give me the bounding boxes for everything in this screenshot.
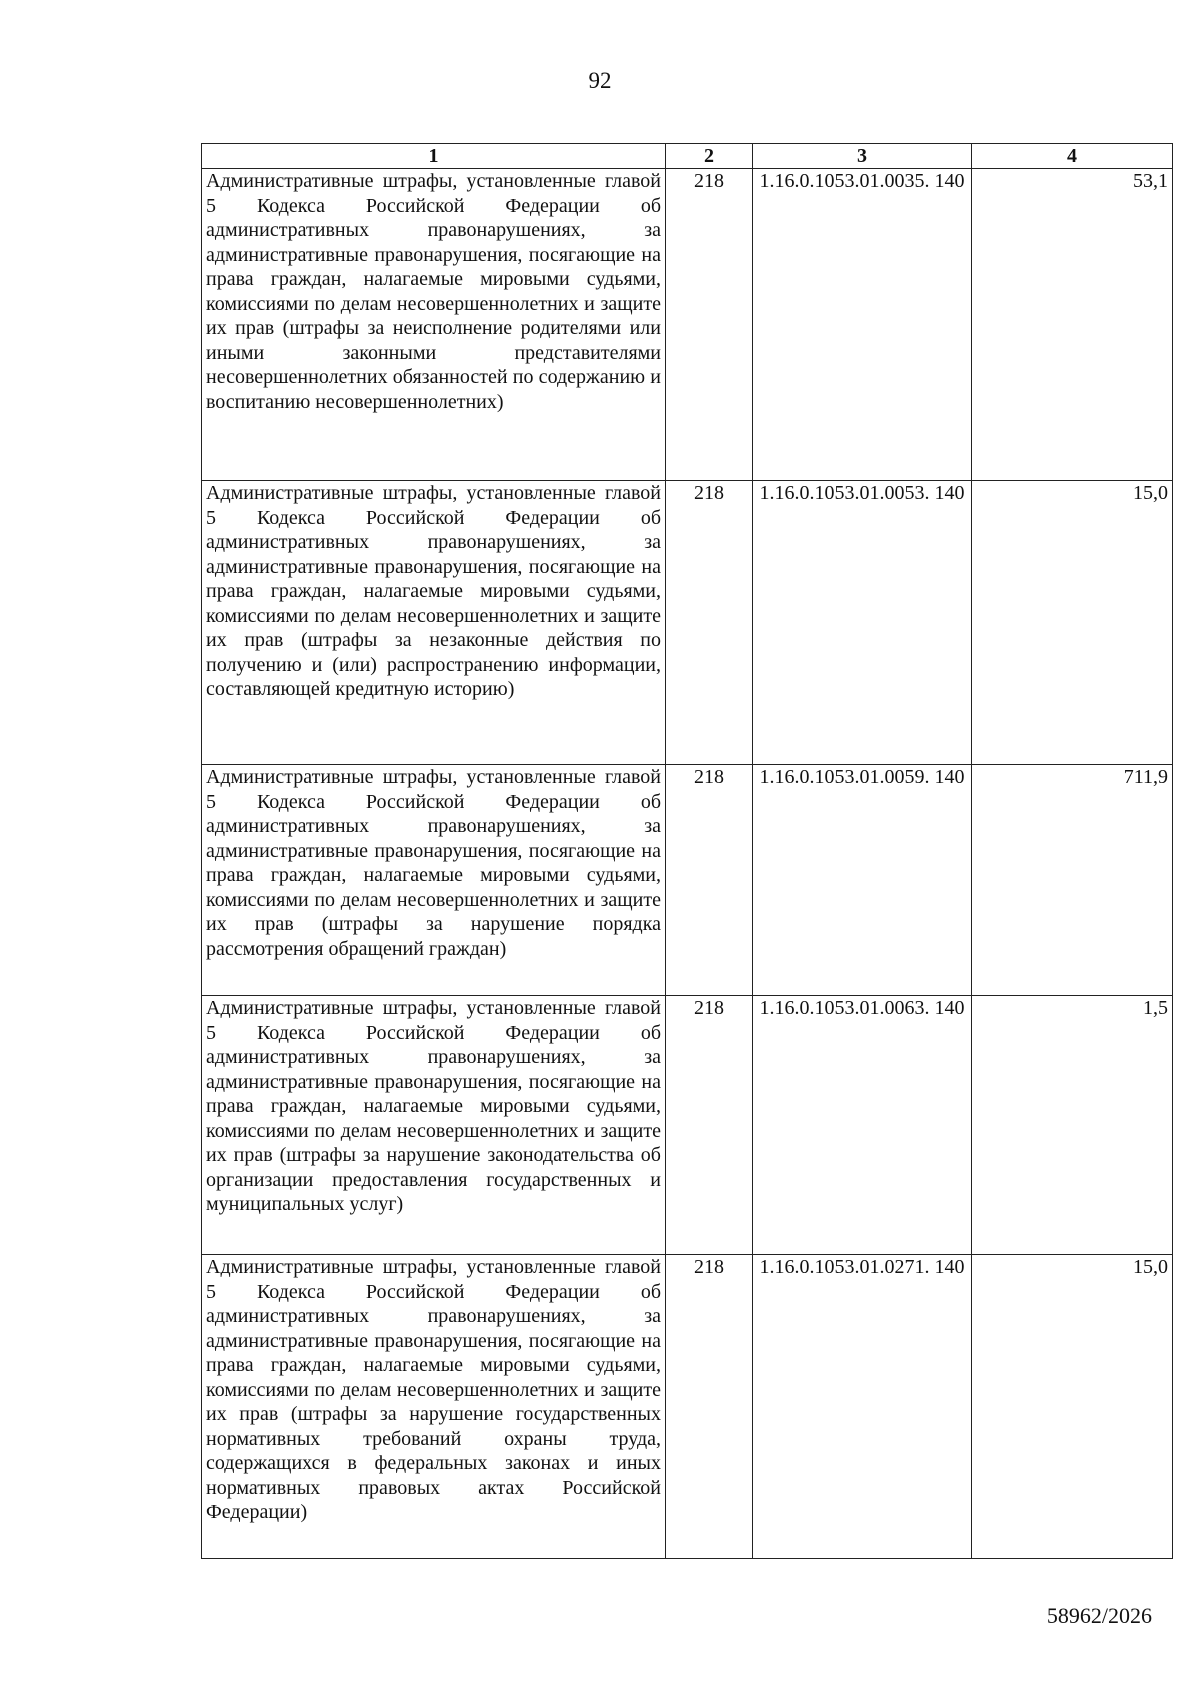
- row-description: Административные штрафы, установленные главой 5 Кодекса Российской Федерации об административных правонарушениях, за административные правонарушения, посягающие на права граждан, налагаемые мировыми судьями, комиссиями по делам несовершеннолетних и защите их прав (штрафы за неисполнение родителями или иными законными представителями несовершеннолетних обязанностей по содержанию и воспитанию несовершеннолетних): [202, 169, 666, 481]
- row-amount: 15,0: [972, 481, 1173, 765]
- row-admin-code: 218: [666, 996, 753, 1255]
- row-amount: 15,0: [972, 1255, 1173, 1559]
- table-row: [202, 765, 1173, 996]
- row-budget-classification-code: 1.16.0.1053.01.0035. 140: [753, 169, 972, 481]
- column-header-2: 2: [666, 144, 753, 169]
- row-amount: 711,9: [972, 765, 1173, 996]
- page-number: 92: [588, 68, 612, 93]
- table-row: [202, 169, 1173, 481]
- row-description: Административные штрафы, установленные главой 5 Кодекса Российской Федерации об административных правонарушениях, за административные правонарушения, посягающие на права граждан, налагаемые мировыми судьями, комиссиями по делам несовершеннолетних и защите их прав (штрафы за незаконные действия по получению и (или) распространению информации, составляющей кредитную историю): [202, 481, 666, 765]
- row-admin-code: 218: [666, 481, 753, 765]
- column-header-4: 4: [972, 144, 1173, 169]
- row-description: Административные штрафы, установленные главой 5 Кодекса Российской Федерации об административных правонарушениях, за административные правонарушения, посягающие на права граждан, налагаемые мировыми судьями, комиссиями по делам несовершеннолетних и защите их прав (штрафы за нарушение государственных нормативных требований охраны труда, содержащихся в федеральных законах и иных нормативных правовых актах Российской Федерации): [202, 1255, 666, 1559]
- row-admin-code: 218: [666, 1255, 753, 1559]
- row-amount: 53,1: [972, 169, 1173, 481]
- table-row: [202, 996, 1173, 1255]
- row-budget-classification-code: 1.16.0.1053.01.0063. 140: [753, 996, 972, 1255]
- row-budget-classification-code: 1.16.0.1053.01.0271. 140: [753, 1255, 972, 1559]
- row-description: Административные штрафы, установленные главой 5 Кодекса Российской Федерации об административных правонарушениях, за административные правонарушения, посягающие на права граждан, налагаемые мировыми судьями, комиссиями по делам несовершеннолетних и защите их прав (штрафы за нарушение законодательства об организации предоставления государственных и муниципальных услуг): [202, 996, 666, 1255]
- row-budget-classification-code: 1.16.0.1053.01.0053. 140: [753, 481, 972, 765]
- row-amount: 1,5: [972, 996, 1173, 1255]
- row-admin-code: 218: [666, 169, 753, 481]
- row-admin-code: 218: [666, 765, 753, 996]
- table-row: [202, 1255, 1173, 1559]
- row-budget-classification-code: 1.16.0.1053.01.0059. 140: [753, 765, 972, 996]
- table-header-row: [202, 144, 1173, 169]
- table-row: [202, 481, 1173, 765]
- document-id: 58962/2026: [1046, 1603, 1152, 1628]
- row-description: Административные штрафы, установленные главой 5 Кодекса Российской Федерации об административных правонарушениях, за административные правонарушения, посягающие на права граждан, налагаемые мировыми судьями, комиссиями по делам несовершеннолетних и защите их прав (штрафы за нарушение порядка рассмотрения обращений граждан): [202, 765, 666, 996]
- revenue-table: [201, 143, 1173, 1559]
- column-header-3: 3: [753, 144, 972, 169]
- column-header-1: 1: [202, 144, 666, 169]
